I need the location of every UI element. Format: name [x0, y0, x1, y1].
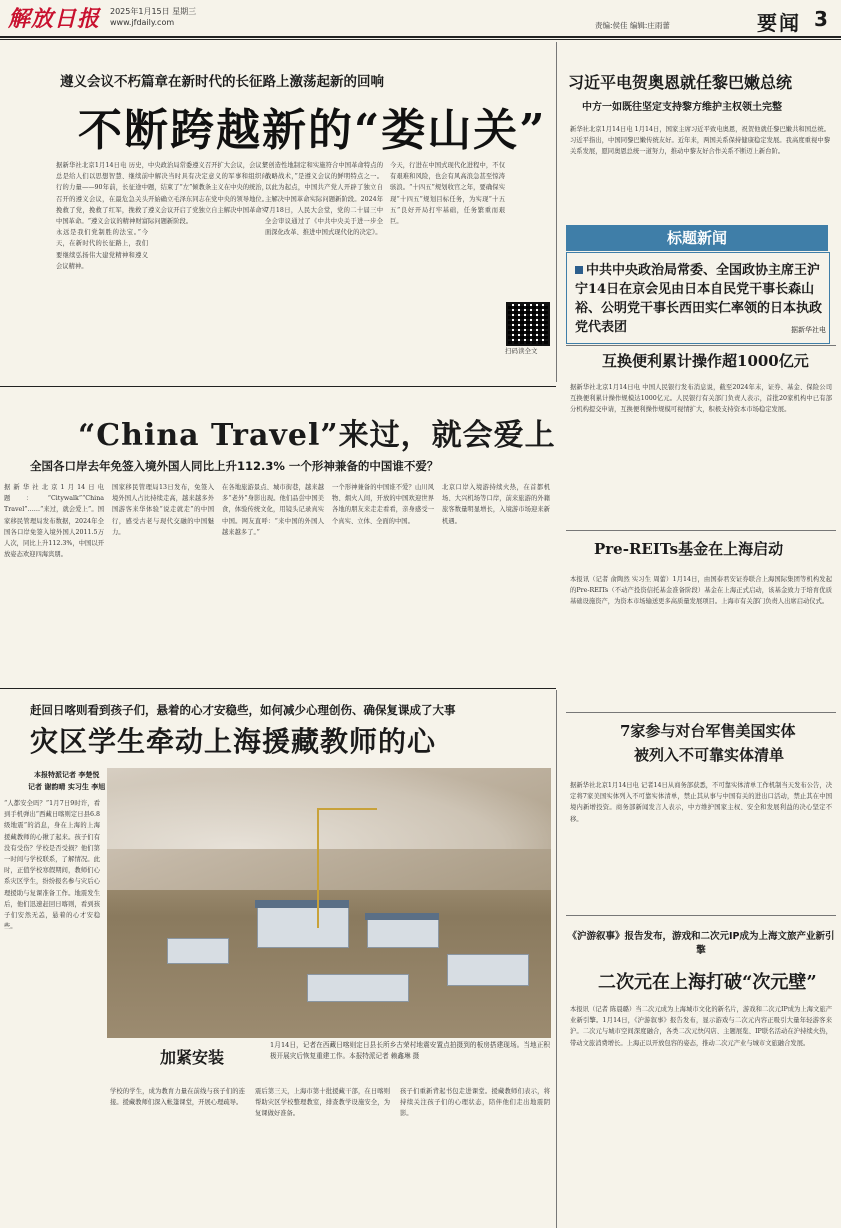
issue-date: 2025年1月15日 星期三: [110, 7, 197, 16]
china-travel-headline[interactable]: “China Travel”来过，就会爱上: [78, 418, 556, 453]
china-travel-article: [0, 390, 556, 690]
acg-kicker: 《沪游叙事》报告发布，游戏和二次元IP成为上海文旅产业新引擎: [567, 931, 835, 956]
china-travel-col-3: 在各地旅游景点、城市街巷，越来越多“老外”身影出现。他们品尝中国美食，体验传统文化，用镜头记录真实中国。网友直呼：“来中国的外国人越来越多了。”: [222, 484, 324, 536]
photo-caption: 1月14日，记者在西藏日喀则定日县长所乡古荣村地震安置点拍摄到的板房搭建现场。当地正积极开展灾后恢复重建工作。本报特派记者 赖鑫琳 摄: [270, 1041, 550, 1060]
earthquake-relief-photo: [107, 768, 551, 1038]
bullet-square-icon: [575, 266, 583, 274]
news-tag-box: [566, 252, 830, 344]
lead-headline[interactable]: 不断跨越新的“娄山关”: [78, 105, 547, 156]
tibet-byline-2: 记者 谢韵晴 实习生 李旭: [28, 783, 106, 791]
connect-body: 据新华社北京1月14日电 中国人民银行发布消息说，截至2024年末，证券、基金、保险公司互换便利累计操作规模达1000亿元。人民银行有关部门负责人表示，首批20家机构中已有部分机构提交申请，互换便利操作规模可视情扩大，积极支持资本市场稳定发展。: [570, 384, 832, 414]
right-top-body: 新华社北京1月14日电 1月14日，国家主席习近平致电奥恩，祝贺他就任黎巴嫩共和国总统。习近平指出，中国同黎巴嫩传统友好。近年来，两国关系保持健康稳定发展。我高度重视中黎关系发展，愿同奥恩总统一道努力，推动中黎友好合作关系不断迈上新台阶。: [570, 126, 830, 156]
qr-code-icon[interactable]: [506, 302, 550, 346]
right-top-article: [560, 42, 841, 212]
newspaper-logo: 解放日报: [8, 6, 101, 32]
lead-col-4: 今天，行进在中国式现代化进程中，不仅有艰难和风险，也会有风高浪急甚至惊涛骇浪。“十四五”规划收官之年，要确保实现“十四五”规划目标任务，为实现“十五五”良好开局打牢基础，任务繁重而艰巨。: [390, 162, 505, 226]
taiwan-body: 据新华社北京1月14日电 记者14日从商务部获悉，不可靠实体清单工作机制当天发布公告，决定将7家美国实体列入不可靠实体清单，禁止其从事与中国有关的进出口活动，禁止其在中国境内新增投资。商务部新闻发言人表示，中方维护国家主权、安全和发展利益的决心坚定不移。: [570, 782, 832, 823]
section-rule: [0, 688, 556, 689]
reits-body: 本报讯（记者 俞陶然 实习生 周蕾）1月14日，由国泰君安证券联合上海国际集团等机构发起的Pre-REITs（不动产投资信托基金准备阶段）基金在上海正式启动，该基金致力于培育优质基础设施资产，为资本市场输送更多高质量发展项目。上海市有关部门负责人出席启动仪式。: [570, 576, 832, 606]
tibet-headline[interactable]: 灾区学生牵动上海援藏教师的心: [30, 725, 437, 758]
lead-col-1: 据新华社北京1月14日电 历史，总是给人们以思想智慧、继续前行的力量——90年前，长征途中召开的遵义会议，在最危急关头挽救了党，挽救了红军，挽救了中国革命。“遵义会议的精神财富永远是我们党制胜的法宝。”今天，在新时代的长征路上，我们要继续弘扬伟大建党精神和遵义会议精神。: [56, 162, 148, 270]
scan-label: 扫码读全文: [505, 347, 538, 355]
editor-credits: 责编:侯佳 编辑:庄雨蕾: [595, 21, 670, 30]
tibet-byline: 本报特派记者 李楚悦: [34, 771, 100, 779]
lead-col-3: “创造性地制定和实施符合中国革命特点的战略战术，”是遵义会议的鲜明特点之一。以此为起点，中国共产党人开辟了独立自主解决中国革命实际问题新阶段。2024年7月18日，人民大会堂，党的二十届三中全会审议通过了《中共中央关于进一步全面深化改革、推进中国式现代化的决定》。: [265, 162, 383, 237]
tibet-col-1: “人都安全吗？”1月7日9时许，看到手机弹出“西藏日喀则定日县6.8级地震”的消息，身在上海的上海援藏教师的心揪了起来。孩子们有没有受伤？学校是否受损？他们第一时间与学校联系，了解情况。此时，正值学校寒假期间，教师们心系灾区学生，纷纷报名参与灾后心理援助与复课准备工作。地震发生后，他们迅速赶回日喀则，看到孩子们安然无恙，悬着的心才安稳些。: [4, 800, 100, 931]
reits-article: [560, 532, 841, 712]
section-rule: [566, 530, 836, 531]
lead-kicker: 遵义会议不朽篇章在新时代的长征路上激荡起新的回响: [60, 74, 384, 90]
column-divider: [556, 42, 557, 382]
china-travel-col-2: 国家移民管理局13日发布，免签入境外国人占比持续走高，越来越多外国游客来华体验“说走就走”的中国行，感受古老与现代交融的中国魅力。: [112, 484, 214, 536]
taiwan-article: [560, 714, 841, 912]
news-tag-credit: 据新华社电: [791, 326, 826, 334]
tibet-bottom-col-3: 孩子们重新背起书包走进课堂。援藏教师们表示，将持续关注孩子们的心理状态，陪伴他们走出地震阴影。: [400, 1088, 550, 1118]
china-travel-col-4: 一个形神兼备的中国谁不爱？山川风物、烟火人间，开放的中国欢迎世界各地的朋友来走走看看，亲身感受一个真实、立体、全面的中国。: [332, 484, 434, 525]
right-top-subhead: 中方一如既往坚定支持黎方维护主权领土完整: [582, 102, 782, 113]
acg-headline[interactable]: 二次元在上海打破“次元壁”: [598, 972, 817, 993]
section-rule: [0, 386, 556, 387]
right-top-headline[interactable]: 习近平电贺奥恩就任黎巴嫩总统: [568, 73, 793, 92]
section-rule: [566, 915, 836, 916]
acg-body: 本报讯（记者 陈晨璐）当二次元成为上海城市文化的新名片，游戏和二次元IP成为上海文旅产业新引擎。1月14日，《沪游叙事》报告发布，显示游戏与二次元内容正吸引大量年轻游客来沪。二次元与城市空间深度融合，各类二次元快闪店、主题展览、IP联名活动在沪持续火热，带动文旅消费增长。上海正以开放包容的姿态，推动二次元产业与城市文旅融合发展。: [570, 1006, 832, 1047]
news-tag-bar: 标题新闻: [566, 225, 828, 251]
website-link[interactable]: www.jfdaily.com: [110, 18, 175, 27]
tibet-bottom-col-1: 学校的学生，成为教育力量在前线与孩子们的连接。援藏教师们深入帐篷课堂，开展心理疏导。: [110, 1088, 245, 1107]
news-tag-item[interactable]: [575, 261, 823, 337]
column-divider: [556, 690, 557, 1228]
china-travel-subhead: 全国各口岸去年免签入境外国人同比上升112.3% 一个形神兼备的中国谁不爱？: [30, 459, 439, 473]
masthead-rule: [0, 36, 841, 38]
masthead: [0, 0, 841, 36]
taiwan-headline-2[interactable]: 被列入不可靠实体清单: [634, 746, 785, 764]
china-travel-col-5: 北京口岸入境游持续火热，在首都机场、大兴机场等口岸，前来旅游的外籍旅客数量明显增长，入境游市场迎来新机遇。: [442, 484, 550, 525]
section-rule: [566, 712, 836, 713]
section-title: 要闻: [757, 11, 801, 35]
lead-article: [0, 40, 556, 385]
page-number: 3: [814, 7, 828, 31]
lead-col-2: 中央政治局常委遵义召开扩大会议，会议集中解决当时具有决定意义的军事和组织问题，结束了“左”倾教条主义在中央的统治，开始确立毛泽东同志在党中央的领导地位。遵义会议开启了党独立自主解决中国革命实际问题新阶段。: [148, 162, 268, 226]
news-tag-text: 中共中央政治局常委、全国政协主席王沪宁14日在京会见由日本自民党干事长森山裕、公明党干事长西田实仁率领的日本执政党代表团: [575, 263, 823, 335]
connect-article: [560, 346, 841, 526]
china-travel-col-1: 据新华社北京1月14日电 题：“Citywalk”“China Travel”……“来过，就会爱上”。国家移民管理局发布数据，2024年全国各口岸免签入境外国人2011.5万人次，同比上升112.3%，中国以开放姿态欢迎四海宾朋。: [4, 484, 104, 559]
tibet-article: [0, 690, 556, 1228]
taiwan-headline[interactable]: 7家参与对台军售美国实体: [620, 722, 796, 740]
tibet-bottom-col-2: 震后第三天，上海市第十批援藏干部，在日喀则帮助灾区学校整理教室，排查教学设施安全，为复课做好准备。: [255, 1088, 390, 1118]
reits-headline[interactable]: Pre-REITs基金在上海启动: [594, 540, 784, 558]
tibet-kicker: 赶回日喀则看到孩子们，悬着的心才安稳些，如何减少心理创伤、确保复课成了大事: [30, 703, 456, 717]
acg-article: [560, 918, 841, 1228]
connect-headline[interactable]: 互换便利累计操作超1000亿元: [602, 352, 809, 370]
photo-section-label: 加紧安装: [160, 1048, 225, 1067]
